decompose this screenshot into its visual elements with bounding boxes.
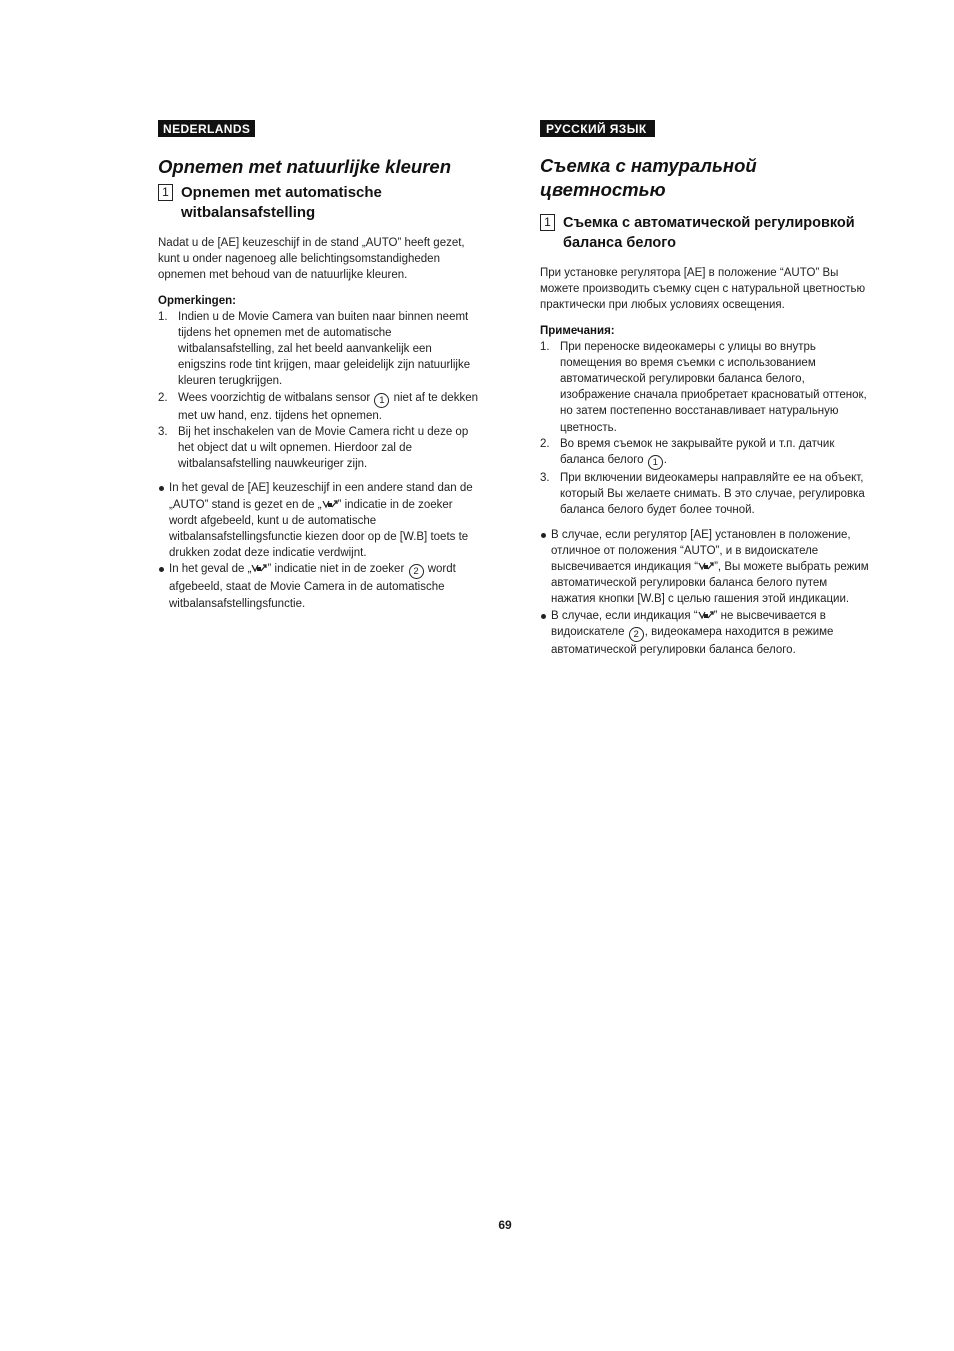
bullet-item — [158, 561, 480, 611]
note-text: . — [663, 454, 667, 467]
note-item — [540, 436, 870, 470]
note-text: Indien u de Movie Camera van buiten naar binnen neemt tijdens het opnemen met de automatische witbalansafstelling, zal het beeld aanvankelijk een enigszins rode tint krijgen, maar geleidelijk zijn natuurlijke kleuren terugkrijgen. — [178, 310, 471, 388]
white-balance-indicator-icon — [698, 610, 714, 620]
bullet-text: In het geval de [AE] keuzeschijf in een andere stand dan de „AUTO” stand is gezet en de „ — [169, 482, 473, 511]
bullet-list — [158, 480, 480, 611]
circled-number-2-icon: 2 — [629, 627, 644, 642]
subsection-title: Съемка с автоматической регулировкой баланса белого — [563, 215, 855, 251]
note-item — [540, 339, 870, 436]
notes-title: Opmerkingen: — [158, 294, 236, 307]
note-item — [158, 424, 480, 473]
note-text: niet af te dekken met uw hand, enz. tijdens het opnemen. — [178, 391, 478, 422]
bullet-text: In het geval de „ — [169, 563, 252, 576]
bullet-text: wordt afgebeeld, staat de Movie Camera in de automatische witbalansafstellingsfunctie. — [169, 563, 456, 610]
note-number: 2. — [158, 391, 168, 404]
page-number: 69 — [498, 1218, 512, 1232]
white-balance-indicator-icon — [322, 499, 338, 509]
note-text: При включении видеокамеры направляйте ее на объект, который Вы желаете снимать. В это случае, регулировка баланса белого будет более точной. — [560, 472, 865, 517]
bullet-text: ”, Вы можете выбрать режим автоматической регулировки баланса белого путем нажатия кнопки [W.B] с целью гашения этой индикации. — [551, 561, 869, 606]
note-number: 1. — [158, 310, 168, 323]
subsection-title: Opnemen met automatische witbalansafstelling — [181, 184, 382, 221]
section-number-box: 1 — [158, 184, 173, 201]
bullet-text: В случае, если регулятор [AE] установлен в положение, отличное от положения “AUTO”, и в видоискателе высвечивается индикация “ — [551, 528, 851, 574]
note-number: 1. — [540, 340, 550, 353]
subsection-heading — [540, 213, 870, 253]
note-text: При переноске видеокамеры с улицы во внутрь помещения во время съемки с использованием автоматической регулировки баланса белого, изображение сначала приобретает красноватый оттенок, но затем постепенно восстанавливает натуральную цветность. — [560, 340, 867, 434]
note-number: 2. — [540, 437, 550, 450]
russian-column — [540, 120, 870, 658]
note-number: 3. — [540, 472, 550, 485]
bullet-text: ” indicatie in de zoeker wordt afgebeeld, kunt u de automatische witbalansafstellingsfunctie kiezen door op de [W.B] toets te drukken zodat deze indicatie verdwijnt. — [169, 498, 469, 560]
language-tag: РУССКИЙ ЯЗЫК — [540, 120, 655, 137]
bullet-list — [540, 527, 870, 658]
section-title: Opnemen met natuurlijke kleuren — [158, 156, 451, 177]
bullet-text: В случае, если индикация “ — [551, 609, 698, 622]
bullet-text: ” не высвечивается в видоискателе — [551, 609, 826, 638]
dutch-column — [158, 120, 480, 612]
bullet-text: , видеокамера находится в режиме автоматической регулировки баланса белого. — [551, 625, 834, 656]
circled-number-1-icon: 1 — [374, 393, 389, 408]
section-number-box: 1 — [540, 214, 555, 231]
bullet-item — [540, 608, 870, 658]
note-number: 3. — [158, 425, 168, 438]
language-tag: NEDERLANDS — [158, 120, 255, 137]
note-text: Bij het inschakelen van de Movie Camera richt u deze op het object dat u wilt opnemen. Hierdoor zal de witbalansafstelling nauwkeuriger zijn. — [178, 425, 469, 471]
note-item — [158, 309, 480, 390]
circled-number-1-icon: 1 — [648, 455, 663, 470]
notes-list — [158, 309, 480, 473]
notes-title: Примечания: — [540, 324, 615, 337]
intro-paragraph: Nadat u de [AE] keuzeschijf in de stand „AUTO” heeft gezet, kunt u onder nagenoeg alle belichtingsomstandigheden opnemen met behoud van de natuurlijke kleuren. — [158, 237, 465, 282]
note-text: Wees voorzichtig de witbalans sensor — [178, 391, 371, 404]
bullet-item — [158, 480, 480, 561]
bullet-item — [540, 527, 870, 608]
note-item — [540, 470, 870, 519]
white-balance-indicator-icon — [698, 561, 714, 571]
intro-paragraph: При установке регулятора [AE] в положение “AUTO” Вы можете производить съемку сцен с натуральной цветностью практически при любых условиях освещения. — [540, 267, 866, 312]
bullet-text: ” indicatie niet in de zoeker — [267, 563, 405, 576]
circled-number-2-icon: 2 — [409, 564, 424, 579]
white-balance-indicator-icon — [251, 563, 267, 573]
note-text: Во время съемок не закрывайте рукой и т.п. датчик баланса белого — [560, 437, 835, 467]
note-item — [158, 390, 480, 424]
notes-list — [540, 339, 870, 519]
subsection-heading — [158, 183, 480, 223]
section-title: Съемка с натуральной цветностью — [540, 155, 757, 200]
